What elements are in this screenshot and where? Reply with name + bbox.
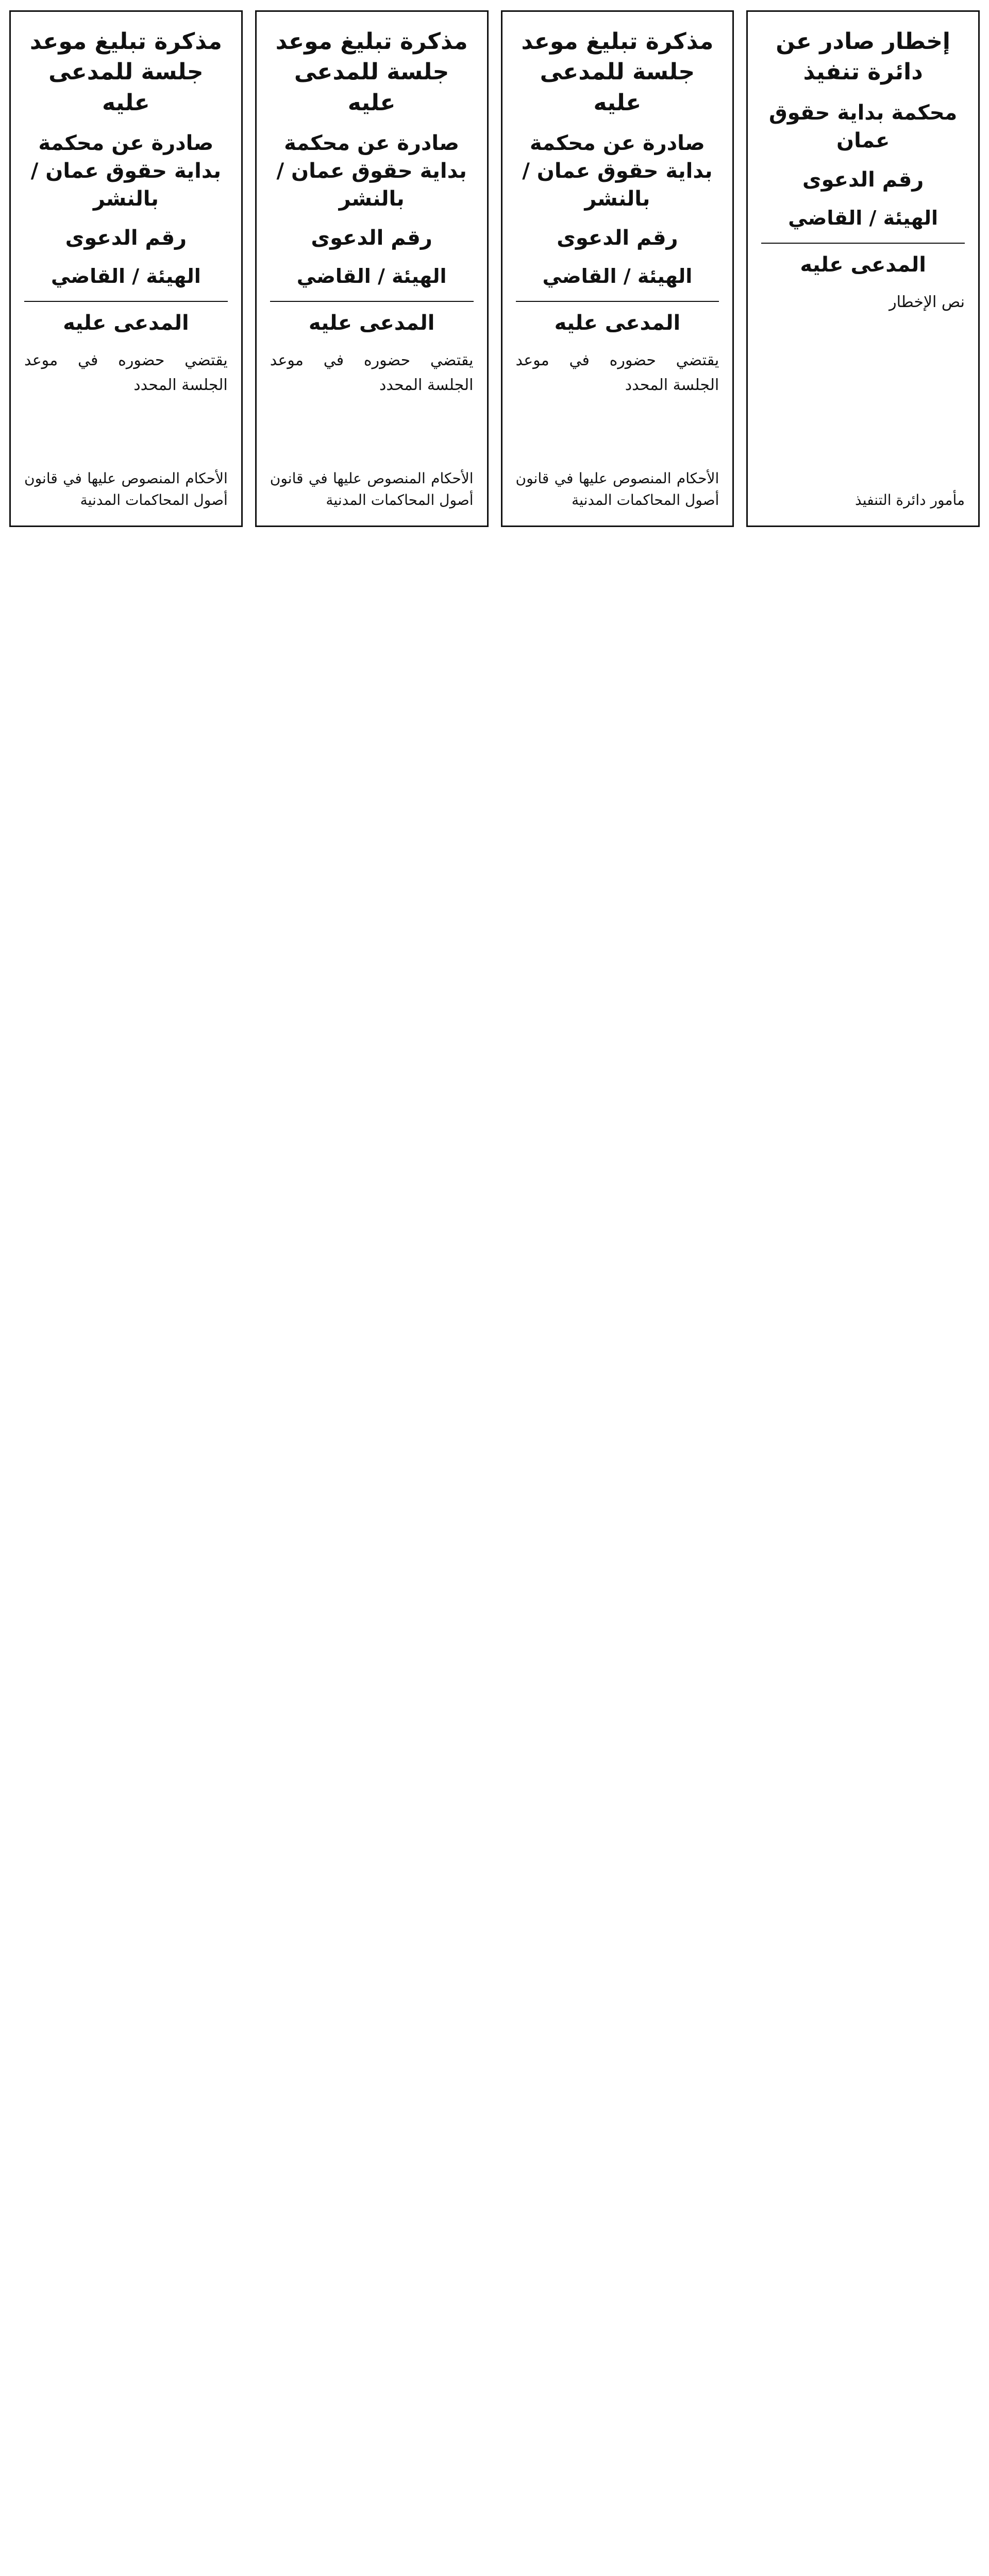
notice-party: المدعى عليه <box>761 243 965 279</box>
notice-title: مذكرة تبليغ موعد جلسة للمدعى عليه <box>521 28 714 116</box>
notice-body: يقتضي حضوره في موعد الجلسة المحدد <box>270 351 474 395</box>
notice-card <box>255 10 489 527</box>
notice-card <box>746 10 980 527</box>
notice-card <box>9 10 243 527</box>
notice-court: محكمة بداية حقوق عمان <box>768 100 958 152</box>
notice-body: يقتضي حضوره في موعد الجلسة المحدد <box>24 351 228 395</box>
notice-case: رقم الدعوى <box>557 226 678 250</box>
notice-body: نص الإخطار <box>889 293 965 312</box>
notice-panel: الهيئة / القاضي <box>542 265 693 288</box>
notice-panel: الهيئة / القاضي <box>296 265 447 288</box>
notice-title: مذكرة تبليغ موعد جلسة للمدعى عليه <box>29 28 222 116</box>
notice-case: رقم الدعوى <box>311 226 432 250</box>
notice-footer: الأحكام المنصوص عليها في قانون أصول المحاكمات المدنية <box>515 470 719 509</box>
notice-court: صادرة عن محكمة بداية حقوق عمان / بالنشر <box>30 131 221 211</box>
notice-footer: مأمور دائرة التنفيذ <box>855 492 965 509</box>
notice-footer: الأحكام المنصوص عليها في قانون أصول المحاكمات المدنية <box>270 470 474 509</box>
notice-title: مذكرة تبليغ موعد جلسة للمدعى عليه <box>275 28 468 116</box>
notice-party: المدعى عليه <box>516 301 719 337</box>
notice-footer: الأحكام المنصوص عليها في قانون أصول المحاكمات المدنية <box>24 470 228 509</box>
notice-party: المدعى عليه <box>270 301 474 337</box>
notice-court: صادرة عن محكمة بداية حقوق عمان / بالنشر <box>276 131 467 211</box>
notice-panel: الهيئة / القاضي <box>788 206 938 229</box>
notice-card <box>501 10 734 527</box>
notice-court: صادرة عن محكمة بداية حقوق عمان / بالنشر <box>522 131 713 211</box>
notice-party: المدعى عليه <box>24 301 228 337</box>
notices-grid <box>9 10 980 2576</box>
notice-title: إخطار صادر عن دائرة تنفيذ <box>776 28 950 86</box>
notice-panel: الهيئة / القاضي <box>51 265 201 288</box>
notice-case: رقم الدعوى <box>802 167 924 192</box>
notice-case: رقم الدعوى <box>65 226 187 250</box>
notice-body: يقتضي حضوره في موعد الجلسة المحدد <box>515 351 719 395</box>
